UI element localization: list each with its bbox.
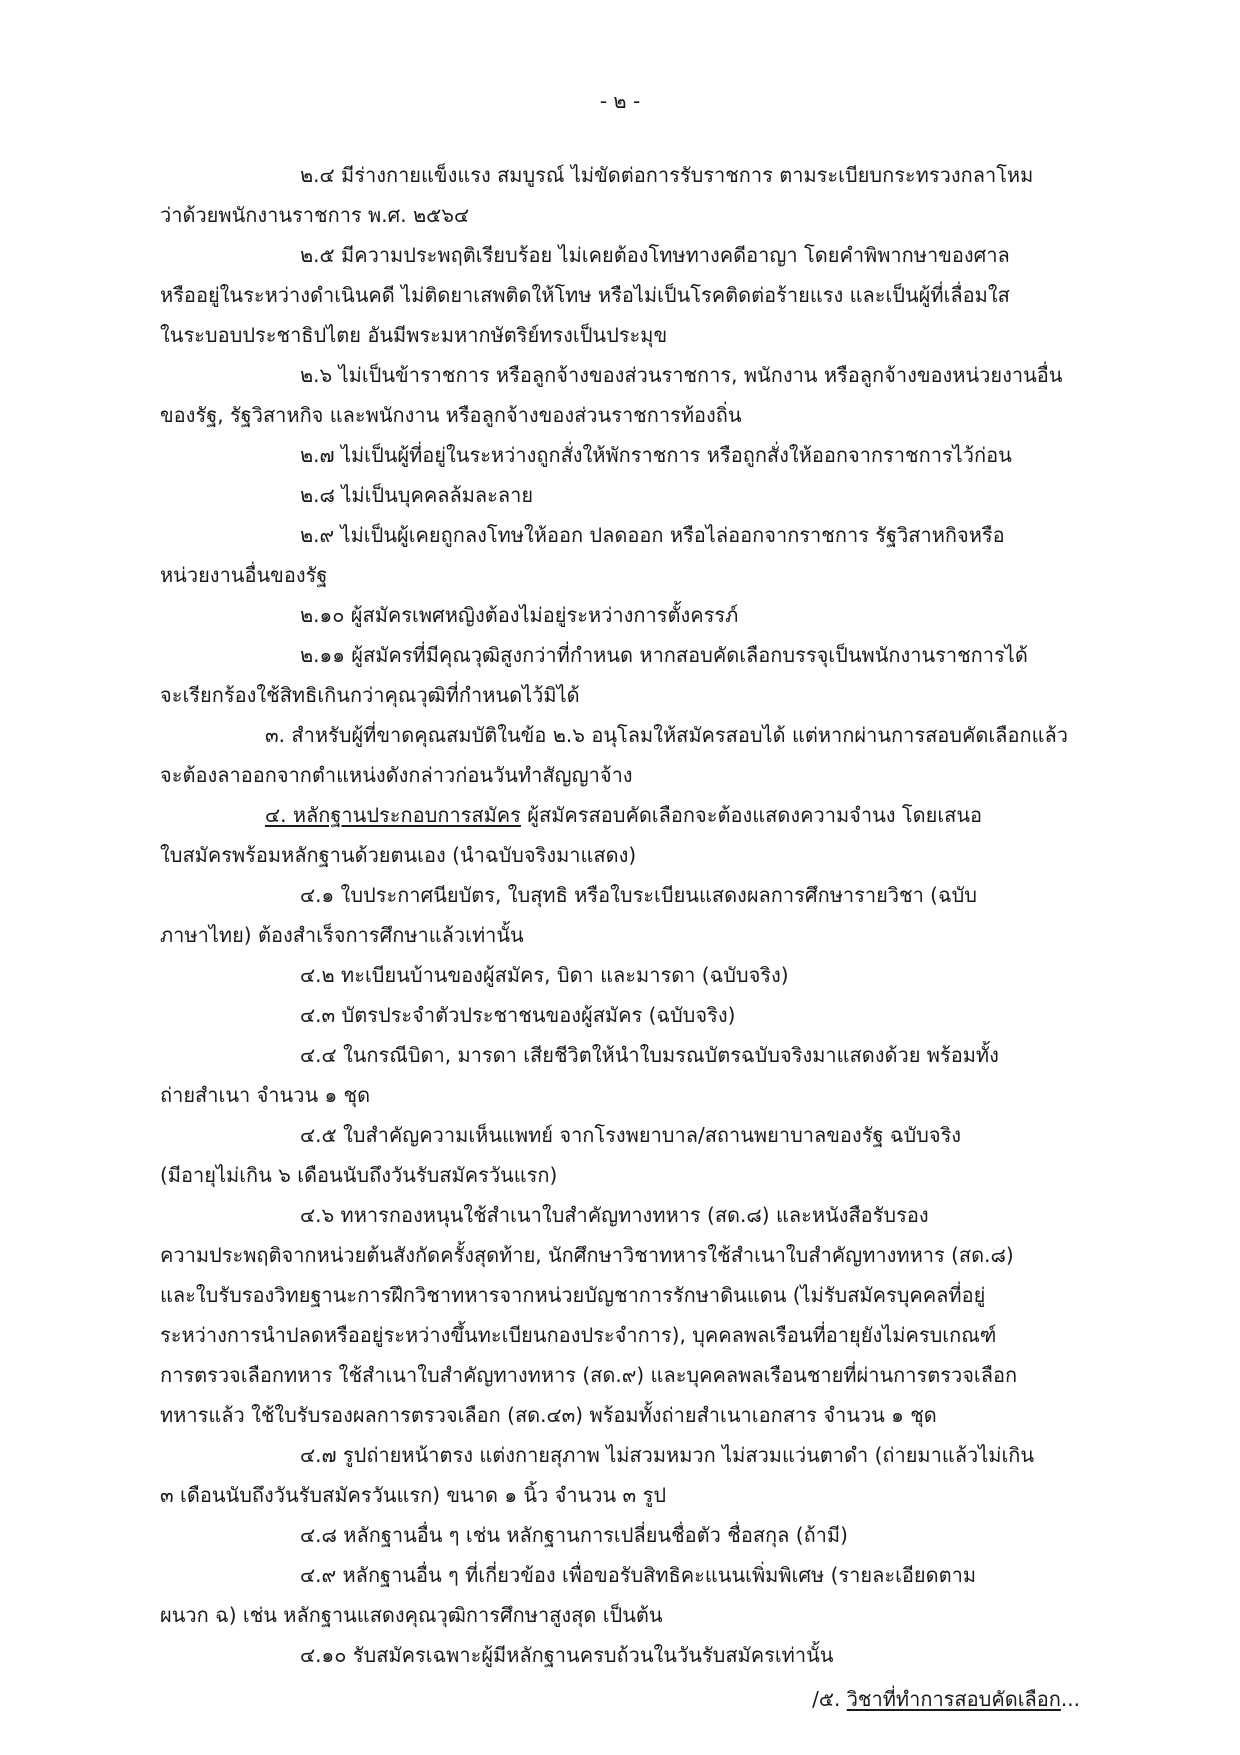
- clause-2-5-cont-2: ในระบอบประชาธิปไตย อันมีพระมหากษัตริย์ทรงเป็นประมุข: [160, 323, 668, 347]
- clause-4-9-cont: ผนวก ฉ) เช่น หลักฐานแสดงคุณวุฒิการศึกษาสูงสุด เป็นต้น: [160, 1603, 663, 1627]
- clause-4-6-cont-3: ระหว่างการนำปลดหรืออยู่ระหว่างขึ้นทะเบียนกองประจำการ), บุคคลพลเรือนที่อายุยังไม่ครบเกณฑ์: [160, 1323, 997, 1347]
- clause-4-9: ๔.๙ หลักฐานอื่น ๆ ที่เกี่ยวข้อง เพื่อขอรับสิทธิคะแนนเพิ่มพิเศษ (รายละเอียดตาม: [300, 1563, 977, 1587]
- clause-4-heading: [265, 800, 982, 830]
- clause-4-cont: ใบสมัครพร้อมหลักฐานด้วยตนเอง (นำฉบับจริงมาแสดง): [160, 843, 637, 867]
- clause-2-10: ๒.๑๐ ผู้สมัครเพศหญิงต้องไม่อยู่ระหว่างการตั้งครรภ์: [300, 603, 739, 627]
- clause-4-7-cont: ๓ เดือนนับถึงวันรับสมัครวันแรก) ขนาด ๑ นิ้ว จำนวน ๓ รูป: [160, 1483, 667, 1507]
- clause-2-6: ๒.๖ ไม่เป็นข้าราชการ หรือลูกจ้างของส่วนราชการ, พนักงาน หรือลูกจ้างของหน่วยงานอื่น: [300, 363, 1063, 387]
- clause-4-title: ๔. หลักฐานประกอบการสมัคร: [265, 803, 521, 827]
- clause-4-7: ๔.๗ รูปถ่ายหน้าตรง แต่งกายสุภาพ ไม่สวมหมวก ไม่สวมแว่นตาดำ (ถ่ายมาแล้วไม่เกิน: [300, 1443, 1035, 1467]
- clause-2-8: ๒.๘ ไม่เป็นบุคคลล้มละลาย: [300, 483, 534, 507]
- clause-2-11-cont: จะเรียกร้องใช้สิทธิเกินกว่าคุณวุฒิที่กำหนดไว้มิได้: [160, 683, 580, 707]
- clause-2-9-cont: หน่วยงานอื่นของรัฐ: [160, 563, 328, 587]
- clause-4-text: ผู้สมัครสอบคัดเลือกจะต้องแสดงความจำนง โดยเสนอ: [520, 803, 983, 827]
- clause-2-4-cont: ว่าด้วยพนักงานราชการ พ.ศ. ๒๕๖๔: [160, 203, 470, 227]
- clause-2-4: ๒.๔ มีร่างกายแข็งแรง สมบูรณ์ ไม่ขัดต่อการรับราชการ ตามระเบียบกระทรวงกลาโหม: [300, 163, 1034, 187]
- clause-4-5: ๔.๕ ใบสำคัญความเห็นแพทย์ จากโรงพยาบาล/สถานพยาบาลของรัฐ ฉบับจริง: [300, 1123, 962, 1147]
- clause-4-6-cont-4: การตรวจเลือกทหาร ใช้สำเนาใบสำคัญทางทหาร (สด.๙) และบุคคลพลเรือนชายที่ผ่านการตรวจเลือก: [160, 1363, 1018, 1387]
- continuation-ellipsis: ...: [1060, 1687, 1080, 1711]
- clause-4-4: ๔.๔ ในกรณีบิดา, มารดา เสียชีวิตให้นำใบมรณบัตรฉบับจริงมาแสดงด้วย พร้อมทั้ง: [300, 1043, 999, 1067]
- clause-3: ๓. สำหรับผู้ที่ขาดคุณสมบัติในข้อ ๒.๖ อนุโลมให้สมัครสอบได้ แต่หากผ่านการสอบคัดเลือกแล้ว: [265, 723, 1068, 747]
- clause-4-6-cont-5: ทหารแล้ว ใช้ใบรับรองผลการตรวจเลือก (สด.๔๓) พร้อมทั้งถ่ายสำเนาเอกสาร จำนวน ๑ ชุด: [160, 1403, 937, 1427]
- clause-4-1-cont: ภาษาไทย) ต้องสำเร็จการศึกษาแล้วเท่านั้น: [160, 923, 524, 947]
- clause-4-6: ๔.๖ ทหารกองหนุนใช้สำเนาใบสำคัญทางทหาร (สด.๘) และหนังสือรับรอง: [300, 1203, 929, 1227]
- clause-4-6-cont-2: และใบรับรองวิทยฐานะการฝึกวิชาทหารจากหน่วยบัญชาการรักษาดินแดน (ไม่รับสมัครบุคคลที่อยู่: [160, 1283, 986, 1307]
- clause-2-5-cont-1: หรืออยู่ในระหว่างดำเนินคดี ไม่ติดยาเสพติดให้โทษ หรือไม่เป็นโรคติดต่อร้ายแรง และเป็นผู้ที่เลื่อมใส: [160, 283, 1010, 307]
- continuation-prefix: /๕.: [812, 1687, 847, 1711]
- clause-2-7: ๒.๗ ไม่เป็นผู้ที่อยู่ในระหว่างถูกสั่งให้พักราชการ หรือถูกสั่งให้ออกจากราชการไว้ก่อน: [300, 443, 1012, 467]
- continuation-title: วิชาที่ทำการสอบคัดเลือก: [846, 1687, 1061, 1711]
- clause-4-6-cont-1: ความประพฤติจากหน่วยต้นสังกัดครั้งสุดท้าย, นักศึกษาวิชาทหารใช้สำเนาใบสำคัญทางทหาร (สด.๘): [160, 1243, 1014, 1267]
- page-number: - ๒ -: [599, 89, 641, 113]
- clause-3-cont: จะต้องลาออกจากตำแหน่งดังกล่าวก่อนวันทำสัญญาจ้าง: [160, 763, 633, 787]
- clause-4-3: ๔.๓ บัตรประจำตัวประชาชนของผู้สมัคร (ฉบับจริง): [300, 1003, 736, 1027]
- clause-2-9: ๒.๙ ไม่เป็นผู้เคยถูกลงโทษให้ออก ปลดออก หรือไล่ออกจากราชการ รัฐวิสาหกิจหรือ: [300, 523, 1005, 547]
- continuation-note: [812, 1684, 1080, 1714]
- clause-4-10: ๔.๑๐ รับสมัครเฉพาะผู้มีหลักฐานครบถ้วนในวันรับสมัครเท่านั้น: [300, 1643, 834, 1667]
- clause-2-6-cont: ของรัฐ, รัฐวิสาหกิจ และพนักงาน หรือลูกจ้างของส่วนราชการท้องถิ่น: [160, 403, 742, 427]
- clause-4-4-cont: ถ่ายสำเนา จำนวน ๑ ชุด: [160, 1083, 371, 1107]
- clause-4-1: ๔.๑ ใบประกาศนียบัตร, ใบสุทธิ หรือใบระเบียนแสดงผลการศึกษารายวิชา (ฉบับ: [300, 883, 978, 907]
- clause-4-8: ๔.๘ หลักฐานอื่น ๆ เช่น หลักฐานการเปลี่ยนชื่อตัว ชื่อสกุล (ถ้ามี): [300, 1523, 848, 1547]
- clause-2-11: ๒.๑๑ ผู้สมัครที่มีคุณวุฒิสูงกว่าที่กำหนด หากสอบคัดเลือกบรรจุเป็นพนักงานราชการได้: [300, 643, 1028, 667]
- clause-4-2: ๔.๒ ทะเบียนบ้านของผู้สมัคร, บิดา และมารดา (ฉบับจริง): [300, 963, 789, 987]
- clause-4-5-cont: (มีอายุไม่เกิน ๖ เดือนนับถึงวันรับสมัครวันแรก): [160, 1163, 558, 1187]
- clause-2-5: ๒.๕ มีความประพฤติเรียบร้อย ไม่เคยต้องโทษทางคดีอาญา โดยคำพิพากษาของศาล: [300, 243, 1010, 267]
